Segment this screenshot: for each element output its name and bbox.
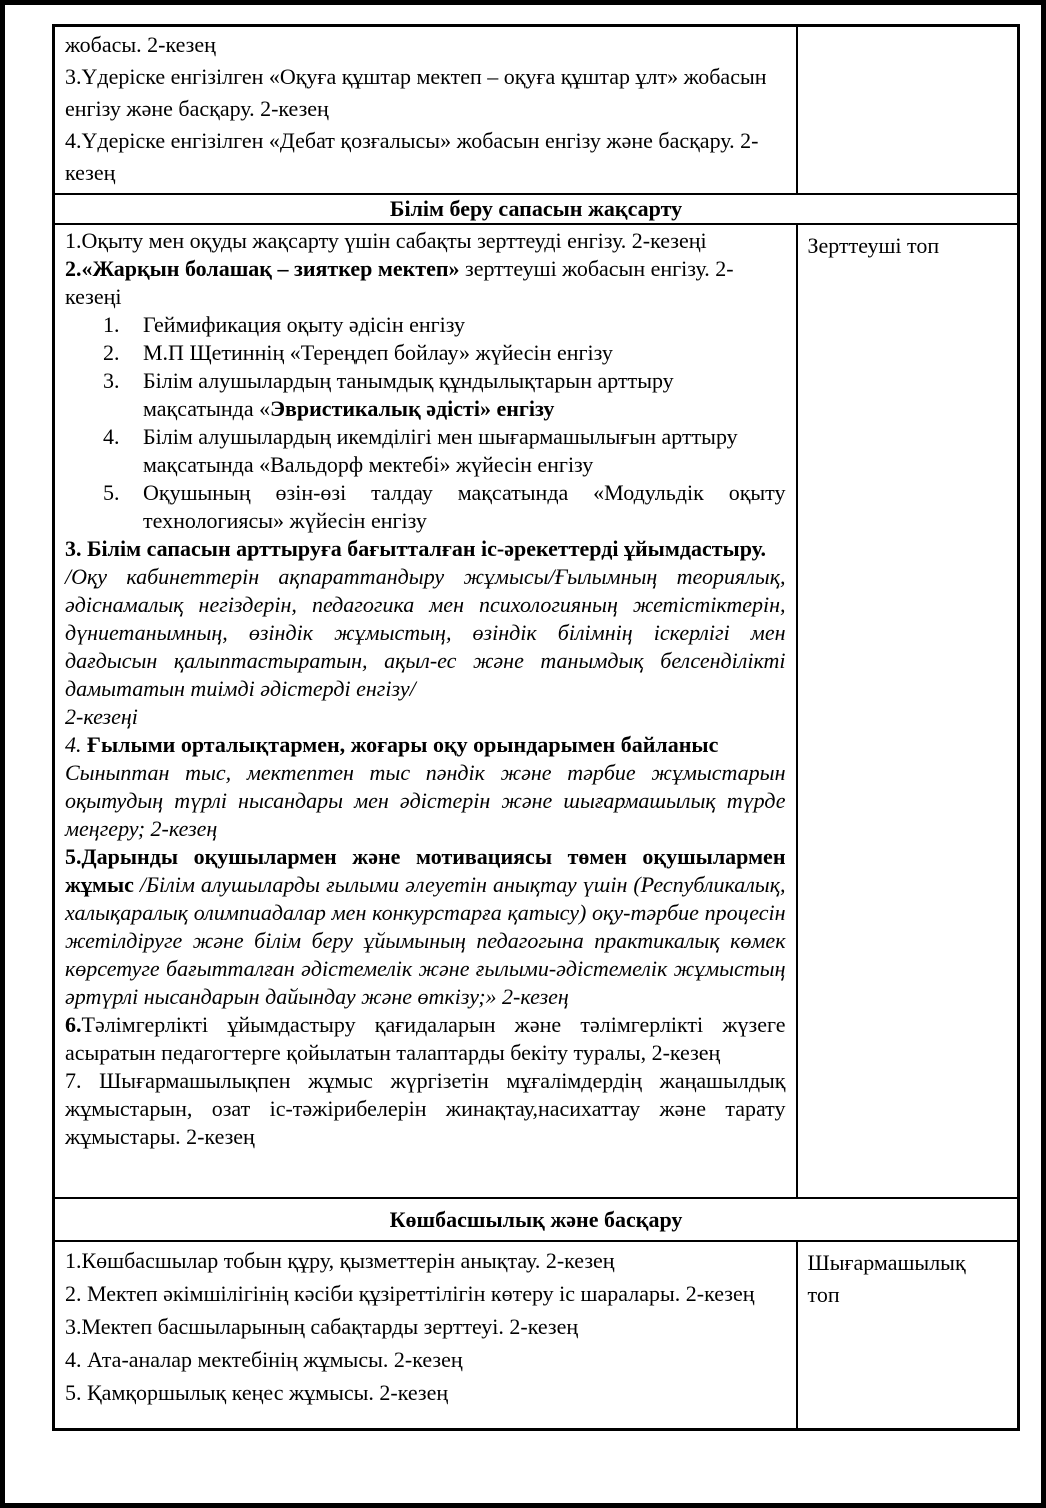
list-item-text (143, 367, 786, 423)
list-item (65, 423, 786, 479)
paragraph (65, 1067, 786, 1151)
text-run: Ғылыми орталықтармен, жоғары оқу орындарымен байланыс (87, 732, 719, 757)
text-run: Эвристикалық әдісті» енгізу (270, 396, 555, 421)
list-number: 5. (103, 480, 120, 505)
list-item-text (143, 339, 786, 367)
paragraph (65, 29, 786, 61)
text-run: 3.Үдеріске енгізілген «Оқуға құштар мектеп – оқуға құштар ұлт» жобасын енгізу және басқару. 2-кезең (65, 64, 767, 121)
text-run: Сыныптан тыс, мектептен тыс пәндік және тәрбие жұмыстарын оқытудың түрлі нысандары мен әдістерін және шығармашылық түрде меңгеру; 2-кезең (65, 760, 786, 841)
paragraph (65, 1011, 786, 1067)
text-run: 3.Мектеп басшыларының сабақтарды зерттеуі. 2-кезең (65, 1314, 579, 1339)
text-run: Тәлімгерлікті ұйымдастыру қағидаларын және тәлімгерлікті жүзеге асыратын педагогтерге қойылатын талаптарды бекіту туралы, 2-кезең (65, 1012, 786, 1065)
quality-activities-cell (54, 224, 797, 1198)
quality-responsible-cell (797, 224, 1019, 1198)
list-number: 1. (103, 312, 120, 337)
text-run: 5.Дарынды оқушылармен және мотивациясы төмен оқушылармен жұмыс (65, 844, 786, 897)
paragraph (65, 1244, 786, 1277)
paragraph (65, 125, 786, 189)
list-item-text (143, 423, 786, 479)
list-item (65, 311, 786, 339)
projects-activities-cell (54, 26, 797, 195)
paragraph (65, 255, 786, 311)
list-item (65, 339, 786, 367)
text-run: 7. Шығармашылықпен жұмыс жүргізетін мұғалімдердің жаңашылдық жұмыстарын, озат іс-тәжірибелерін жинақтау,насихаттау және тарату жұмыстары. 2-кезең (65, 1068, 786, 1149)
list-item-text (143, 311, 786, 339)
list-number: 2. (103, 340, 120, 365)
text-run: Геймификация оқыту әдісін енгізу (143, 312, 466, 337)
projects-responsible-cell (797, 26, 1019, 195)
text-run: 3. Білім сапасын арттыруға бағытталған іс-әрекеттерді ұйымдастыру. (65, 536, 766, 561)
text-run: 1.Көшбасшылар тобын құру, қызметтерін анықтау. 2-кезең (65, 1248, 615, 1273)
text-run: 2. Мектеп әкімшілігінің кәсіби құзіреттілігін көтеру іс шаралары. 2-кезең (65, 1281, 755, 1306)
list-number: 4. (103, 424, 120, 449)
text-run: /Білім алушыларды ғылыми әлеуетін анықтау үшін (Республикалық, халықаралық олимпиадалар мен конкурстарға қатысу) оқу-тәрбие процесін жетілдіруге және білім беру ұйымының педагогына практикалық көмек көрсетуге бағытталған әдістемелік және ғылыми-әдістемелік жұмыстың әртүрлі нысандарын дайындау және өткізу;» 2-кезең (65, 872, 786, 1009)
paragraph (65, 1376, 786, 1409)
row-section-header-leadership (54, 1198, 1019, 1241)
paragraph (65, 759, 786, 843)
leadership-activities-cell (54, 1241, 797, 1430)
paragraph (65, 563, 786, 703)
row-quality (54, 224, 1019, 1198)
section-title-leadership: Көшбасшылық және басқару (54, 1198, 1019, 1241)
text-run: жобасы. 2-кезең (65, 32, 216, 57)
row-section-header-quality (54, 194, 1019, 224)
responsible-label: Шығармашылық топ (807, 1250, 966, 1307)
responsible-label: Зерттеуші топ (807, 233, 940, 258)
text-run: 2.«Жарқын болашақ – зияткер мектеп» (65, 256, 460, 281)
section-title-quality: Білім беру сапасын жақсарту (54, 194, 1019, 224)
text-run: Білім алушылардың икемділігі мен шығармашылығын арттыру мақсатында «Вальдорф мектебі» жүйесін енгізу (143, 424, 738, 477)
leadership-responsible-cell (797, 1241, 1019, 1430)
text-run: зерттеуші жобасын енгізу. 2-кезеңі (65, 256, 734, 309)
paragraph (65, 227, 786, 255)
paragraph (65, 843, 786, 1011)
text-run: Білім алушылардың танымдық құндылықтарын арттыру мақсатында « (143, 368, 674, 421)
row-leadership (54, 1241, 1019, 1430)
paragraph (65, 535, 786, 563)
paragraph (65, 731, 786, 759)
text-run: 5. Қамқоршылық кеңес жұмысы. 2-кезең (65, 1380, 449, 1405)
text-run: Оқушының өзін-өзі талдау мақсатында «Модульдік оқыту технологиясы» жүйесін енгізу (143, 480, 786, 533)
paragraph (65, 1343, 786, 1376)
paragraph (65, 1310, 786, 1343)
text-run: 4. (65, 732, 87, 757)
text-run: 4.Үдеріске енгізілген «Дебат қозғалысы» жобасын енгізу және басқару. 2-кезең (65, 128, 759, 185)
paragraph (65, 703, 786, 731)
text-run: 6. (65, 1012, 82, 1037)
list-item (65, 367, 786, 423)
paragraph (65, 1277, 786, 1310)
text-run: 1.Оқыту мен оқуды жақсарту үшін сабақты зерттеуді енгізу. 2-кезеңі (65, 228, 707, 253)
list-item-text (143, 479, 786, 535)
text-run: М.П Щетиннің «Тереңдеп бойлау» жүйесін енгізу (143, 340, 613, 365)
row-projects (54, 26, 1019, 195)
list-item (65, 479, 786, 535)
text-run: /Оқу кабинеттерін ақпараттандыру жұмысы/Ғылымның теориялық, әдіснамалық негіздерін, педагогика мен психологияның жетістіктерін, дүниетанымның, өзіндік жұмыстың, өзіндік білімнің іскерлігі мен дағдысын қалыптастыратын, ақыл-ес және танымдық белсенділікті дамытатын тиімді әдістерді енгізу/ (65, 564, 786, 701)
work-plan-table (52, 24, 1020, 1431)
text-run: 4. Ата-аналар мектебінің жұмысы. 2-кезең (65, 1347, 463, 1372)
list-number: 3. (103, 368, 120, 393)
paragraph (65, 61, 786, 125)
text-run: 2-кезеңі (65, 704, 138, 729)
